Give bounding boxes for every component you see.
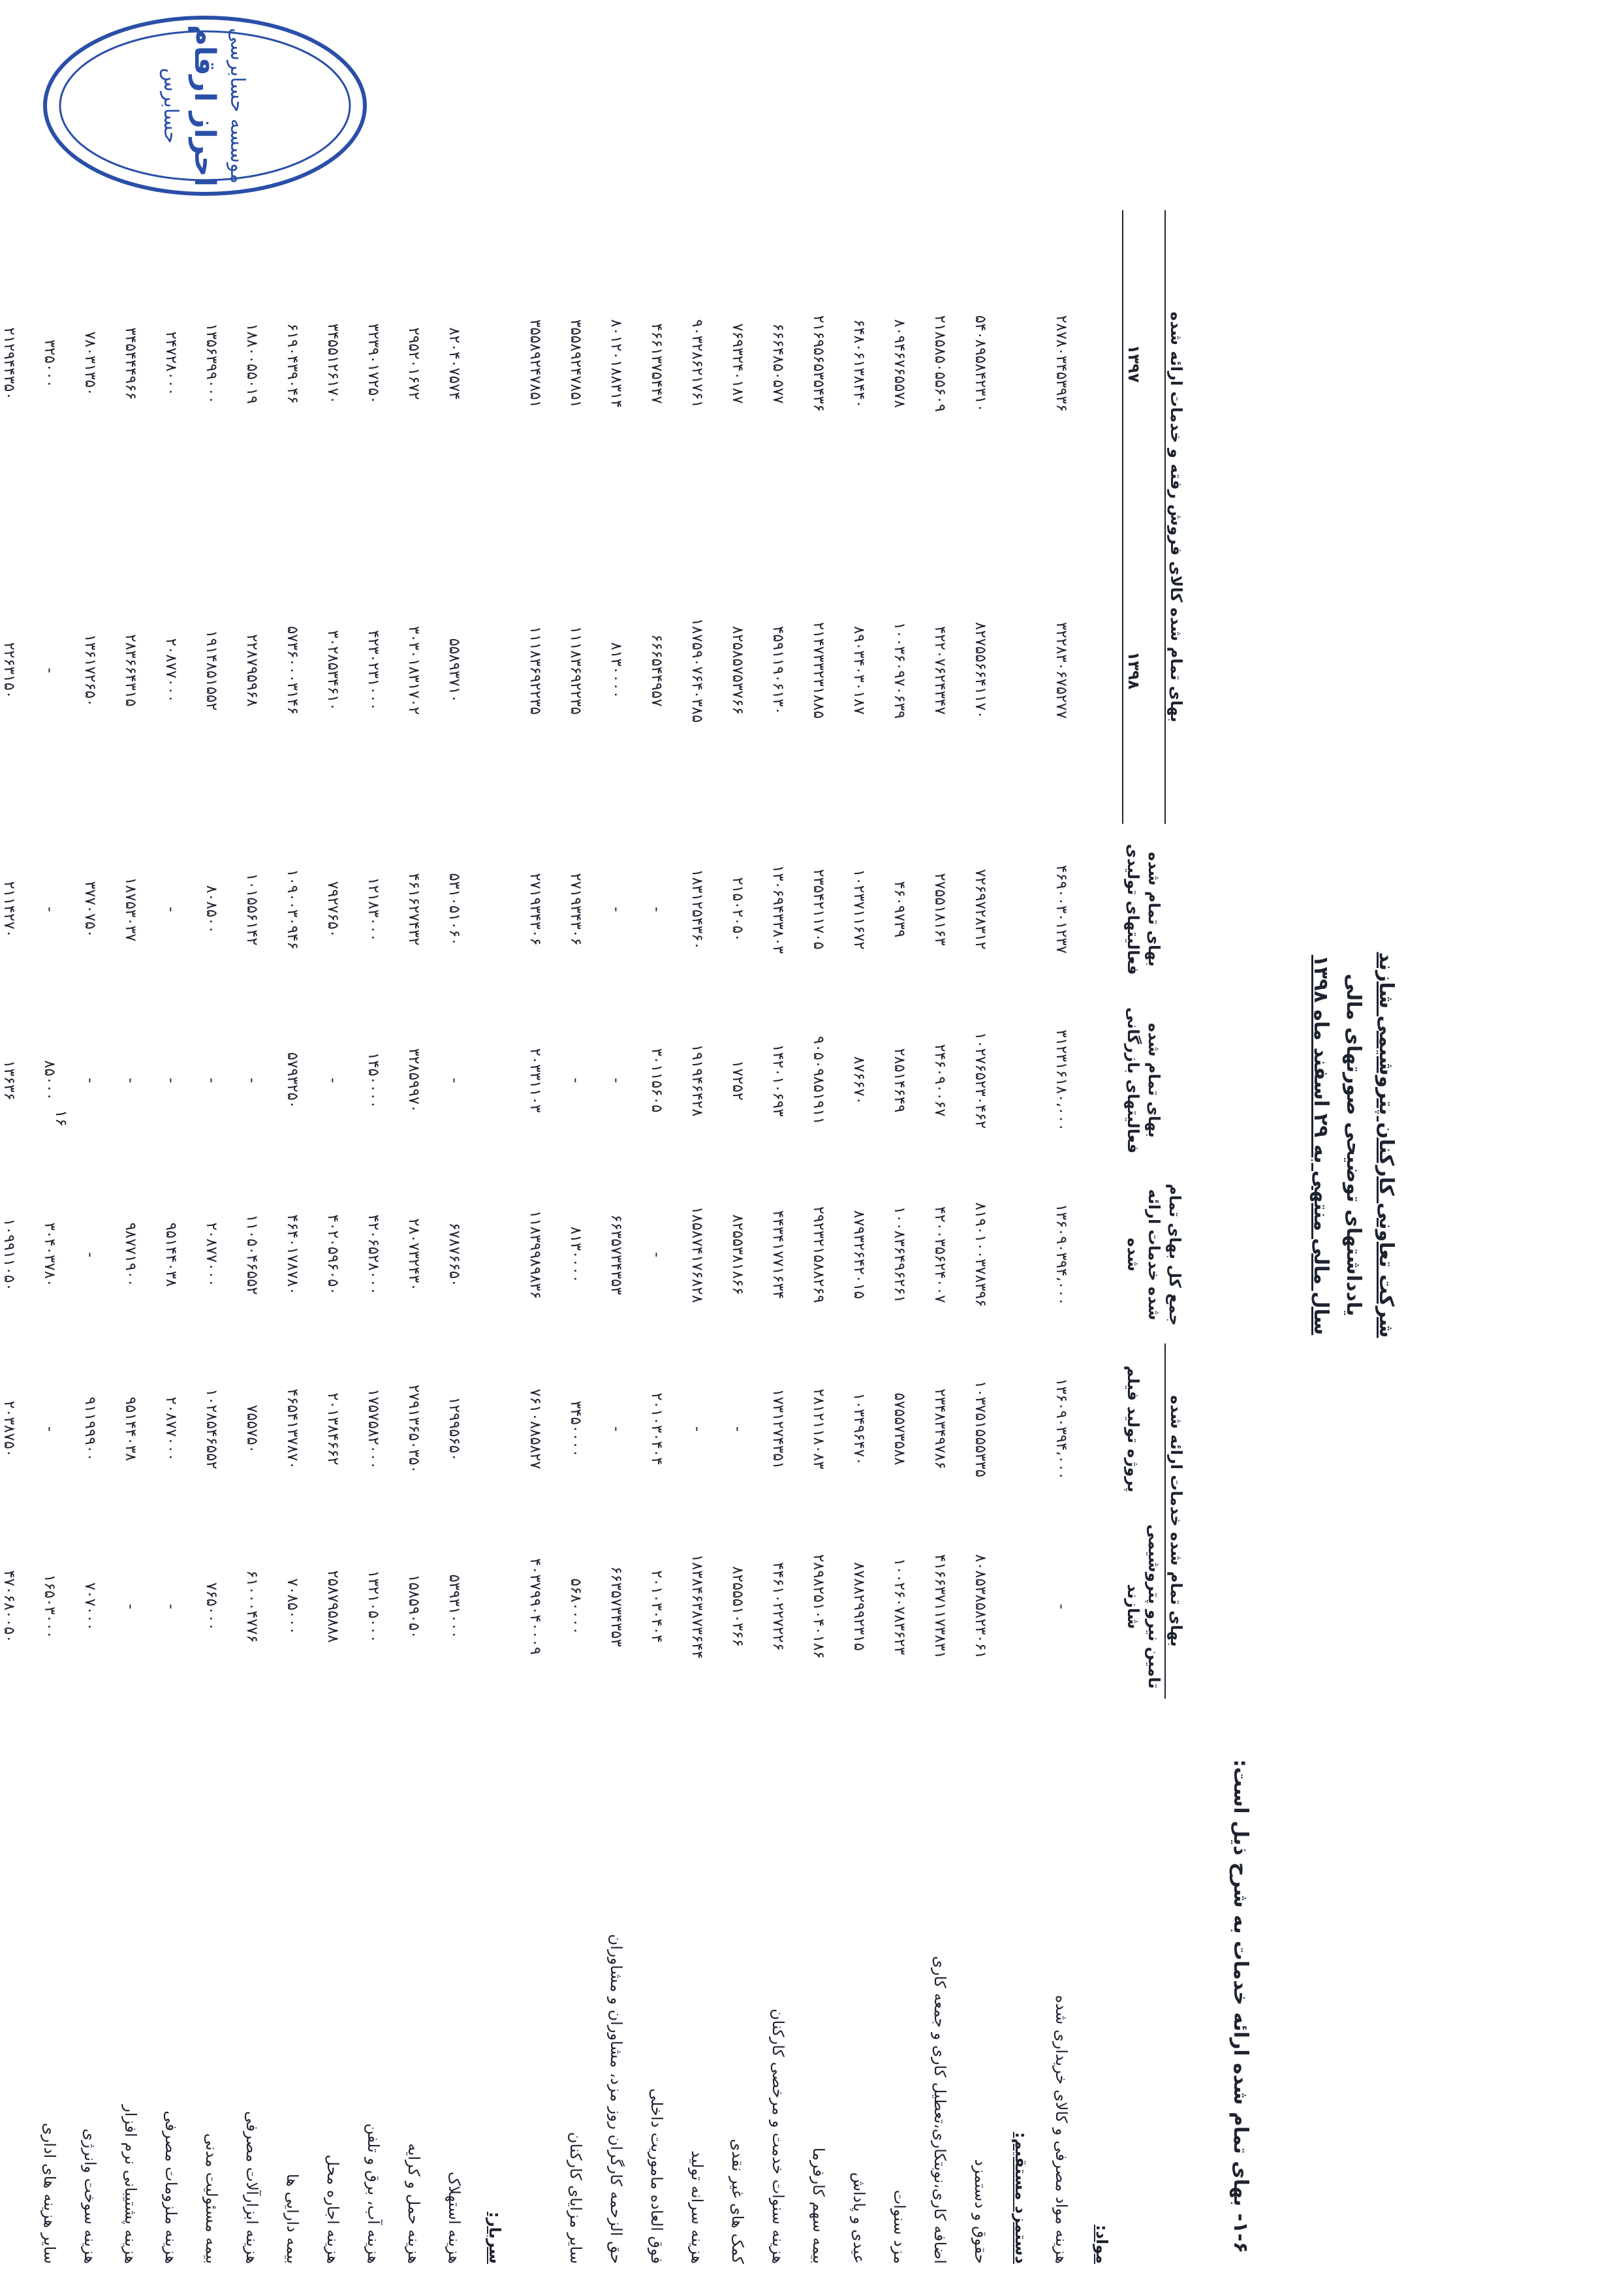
row-value: ۴۲۰۶۵۲۸۰۰۰ [365,1214,382,1295]
table-row [272,210,313,2268]
table-row [798,210,839,2268]
label-column-header [1123,1699,1206,2268]
row-value: ۲۰۱۰۳۰۴۰۴ [648,1570,665,1643]
row-value: ۲۹۵۲۰۱۶۷۲ [405,327,422,400]
fiscal-period: سال مالی منتهی به ۲۹ اسفند ماه ۱۳۹۸ [1309,954,1332,1336]
row-value: ۳۰۳۰۱۸۳۱۷۰۲ [405,626,422,715]
row-value: ۴۶۴۰۱۷۸۷۸۰ [284,1214,301,1295]
row-value: ۲۰۱۰۳۰۴۰۴ [648,1392,665,1466]
row-value [1082,517,1123,824]
row-value: ۶۶۳۵۷۳۴۳۵۳ [608,1566,625,1647]
row-value: ۱۰۹۹۱۱۰۵۰ [1,1218,18,1291]
row-value: ۳۵۵۸۹۲۴۷۸۵۱ [567,319,584,408]
table-body [0,210,1123,2268]
note-intro: ۱-۶- بهای تمام شده ارائه خدمات به شرح ذیل است: [1229,1759,1252,2253]
row-value: ۸۲۰۴۰۷۵۷۴ [446,327,463,400]
row-value: ۲۳۴۸۳۴۹۷۸۶ [931,1388,948,1469]
row-label: هزینه مواد مصرفی و کالای خریداری شده [1052,1995,1070,2264]
row-value: ۸۹۰۳۴۰۳۰۱۸۷ [851,626,867,715]
col-workforce: تامین نیرو پتروشیمی شازند [1124,1524,1163,1689]
row-value [1001,995,1041,1166]
row-value: ۲۸۱۲۱۱۸۰۸۳ [810,1388,827,1469]
row-value: ۲۴۷۲۸۰۰۰ [163,331,180,396]
row-value [1082,1166,1123,1343]
row-value: ۱۲۹۹۵۶۵۰ [446,1396,463,1462]
row-value: ۹۱۱۹۹۹۰۰ [82,1396,99,1462]
row-value: ۷۰۸۵۰۰۰ [284,1578,301,1635]
table-row [960,210,1001,2268]
row-value: ۱۴۲۰۱۰۶۹۳ [770,1044,787,1117]
row-value [475,824,515,995]
row-value: ۲۸۹۸۲۵۱۰۴۰۱۸۶ [810,1554,827,1659]
row-label: عیدی و پاداش [850,2172,868,2264]
row-value: ۱۰۳۴۹۶۴۷۰ [851,1392,867,1466]
row-value: ۷۹۲۷۶۵۰ [324,881,341,938]
row-value: ۷۶۱۰۸۸۵۸۲۷ [527,1388,544,1469]
row-value: ۲۹۲۳۲۱۵۸۸۲۶۹ [810,1206,827,1304]
row-value: ۱۳۵۶۳۹۹۰۰۰ [203,323,220,404]
row-value: ۳۰۲۸۵۳۴۶۱۰ [324,630,341,711]
col-trading: بهای تمام شده فعالیتهای بازرگانی [1124,1007,1163,1153]
row-value: ۲۸۵۱۴۶۴۹ [891,1048,908,1113]
row-value: ۴۲۳۰۲۳۱۰۰۰ [365,630,382,711]
table-row [717,210,758,2268]
row-value: ۲۱۵۰۲۰۵۰ [729,877,746,942]
row-label [0,1699,29,2268]
row-value: ۳۴۵۵۱۲۶۱۷۰ [324,323,341,404]
row-label: هزینه آب، برق و تلفن [364,2123,383,2264]
row-value: ۵۷۹۳۲۵۰ [284,1052,301,1109]
row-value: ۵۵۸۹۳۷۱۰ [446,638,463,703]
row-value: ۳۴۵۰۰۰۰ [567,1400,584,1458]
table-row [151,210,191,2268]
row-value [1001,824,1041,995]
row-value: ۸۱۳۰۰۰۰ [567,1226,584,1283]
row-value: - [41,667,58,674]
row-value: ۴۶۰۹۷۳۹ [891,881,908,938]
row-value: ۵۴۰۸۹۵۸۴۲۳۱۰ [972,315,989,413]
row-label: هزینه استهلاک [445,2171,463,2264]
table-row [70,210,110,2268]
col-year-1397: ۱۳۹۷ [1123,210,1165,517]
row-value [475,517,515,824]
row-value: ۷۵۵۷۵۰ [243,1404,260,1454]
row-value: ۲۰۸۷۷۰۰۰ [203,1222,220,1287]
row-label: بیمه دارایی ها [283,2173,302,2264]
row-value: ۶۶۳۵۷۳۴۳۵۳ [608,1214,625,1295]
row-value [1001,210,1041,517]
row-value: ۱۸۷۵۹۰۷۶۴۰۳۸۵ [689,618,706,723]
row-value: ۳۰۱۱۵۶۰۵ [648,1048,665,1113]
row-label: سربار: [486,2212,504,2264]
row-value: ۸۰۱۲۰۱۸۸۳۱۴ [608,319,625,408]
company-name: شرکت تعاونی کارکنان پتروشیمی شازند [1375,952,1398,1338]
table-row [1001,210,1041,2268]
row-value: ۷۶۵۰۰۰ [203,1582,220,1631]
table-row [515,210,555,2268]
row-label: هزینه پشتیبانی نرم افزار [121,2105,140,2264]
row-value: ۱۰۱۵۵۶۱۴۲ [243,873,260,946]
row-value: ۸۰۹۴۶۷۶۵۵۷۸ [891,319,908,408]
row-value: ۱۳۶۳۶ [1,1060,18,1101]
row-value [475,1166,515,1343]
table-row [758,210,798,2268]
row-value: ۱۳۲۱۰۵۰۰۰ [365,1570,382,1643]
row-value: ۴۵۹۱۱۹۰۶۱۳۰ [770,626,787,715]
table-row [677,210,717,2268]
row-value: ۲۸۷۸۰۳۴۵۳۹۳۶ [1053,315,1070,413]
col-production: بهای تمام شده فعالیتهای تولیدی [1124,843,1163,975]
row-value: - [648,906,665,913]
row-value: ۳۵۵۸۹۲۴۷۸۵۱ [527,319,544,408]
row-value: ۲۷۵۵۱۸۱۶۳ [931,873,948,946]
row-label: حقوق و دستمزد [971,2159,990,2264]
row-value [1082,1514,1123,1699]
row-value [1001,1514,1041,1699]
row-value: ۴۴۶۱۰۲۲۷۲۲۶ [770,1562,787,1651]
row-value: ۱۷۳۱۲۷۴۳۵۱ [770,1388,787,1469]
table-row [555,210,596,2268]
row-value: ۴۲۲۰۷۶۲۴۳۴۷ [931,626,948,715]
row-value: ۳۴۵۴۴۴۹۶۶ [122,327,139,400]
row-value: ۲۸۰۷۳۲۴۳۰ [405,1218,422,1291]
row-value: - [41,1426,58,1432]
stamp-graphic [35,8,375,204]
row-value [1082,995,1123,1166]
row-label: هزینه اجاره محل [324,2154,342,2264]
row-value: - [82,1251,99,1258]
row-value: ۱۵۸۵۹۰۵۰ [405,1574,422,1639]
document-header [1304,0,1402,2290]
row-value: ۱۰۰۳۶۰۹۷۰۶۳۹ [891,621,908,719]
row-value: ۲۷۱۹۳۴۳۰۶ [527,873,544,946]
row-value: - [122,1077,139,1084]
row-value: ۱۶۵۰۳۰۰۰ [41,1574,58,1639]
row-value: ۴۶۶۱۳۷۵۴۴۷ [648,323,665,404]
row-value: ۱۸۵۸۷۴۱۷۶۸۲۸ [689,1206,706,1304]
row-value: ۱۱۰۵۰۴۶۵۵۲ [243,1214,260,1295]
row-label: فوق العاده ماموریت داخلی [648,2088,666,2264]
row-value [1001,1166,1041,1343]
row-value: ۶۴۸۰۶۱۳۸۴۴۰ [851,319,867,408]
row-value: ۸۱۹۰۱۰۰۳۷۸۳۹۶ [972,1202,989,1308]
row-value: ۱۹۱۴۸۵۱۵۵۲ [203,630,220,711]
row-value: ۸۷۹۳۲۶۴۲۰۱۵ [851,1210,867,1299]
col-total-services: جمع کل بهای تمام شده خدمات ارائه شده [1124,1184,1184,1326]
row-label [515,1699,555,2268]
row-value: ۴۱۶۶۳۷۱۱۷۳۸۳۱ [931,1554,948,1659]
row-value: ۲۸۳۶۶۴۳۱۵ [122,634,139,707]
row-value: ۶۷۸۷۶۶۵۰ [446,1222,463,1287]
row-value: ۵۳۱۰۵۱۰۶۰ [446,873,463,946]
row-value: ۳۲۳۹۰۱۷۲۵۰ [365,323,382,404]
row-value: ۴۲۰۰۳۵۶۲۴۰۰۷ [931,1206,948,1304]
row-value: ۲۷۹۱۳۶۵۰۳۵۰ [405,1385,422,1473]
row-value [475,1343,515,1514]
row-value: ۵۳۹۳۱۰۰۰ [446,1574,463,1639]
row-value: ۱۰۰۸۳۶۴۹۶۲۶۱ [891,1206,908,1304]
row-value: ۲۰۱۳۸۴۶۶۲ [324,1392,341,1466]
row-value: ۸۰۸۵۰۰ [203,885,220,934]
row-value: ۴۶۹۰۰۳۰۱۲۳۷ [1053,865,1070,954]
row-label: هزینه حمل و کرایه [405,2143,423,2264]
row-value: ۶۶۶۴۸۵۰۵۷۷ [770,323,787,404]
row-value: ۱۸۳۱۲۵۴۳۶۰ [689,869,706,950]
row-value: ۲۰۳۳۱۱۰۳ [527,1048,544,1113]
row-value: ۸۲۵۵۵۱۰۳۶۶ [729,1566,746,1647]
row-value: ۴۰۲۰۵۹۶۰۵۰ [324,1214,341,1295]
row-value: - [567,1077,584,1084]
row-value: ۱۰۳۷۵۱۵۵۵۳۳۵ [972,1380,989,1478]
row-value: ۲۱۲۹۴۴۳۵۰ [1,327,18,400]
row-value: ۲۰۸۷۷۰۰۰ [163,1396,180,1462]
row-value: ۴۷۰۶۸۰۰۵۰ [1,1570,18,1643]
row-value: ۸۲۵۸۵۷۵۳۷۶۶ [729,626,746,715]
table-row [879,210,920,2268]
row-value: ۸۰۸۵۳۸۵۸۲۳۰۶۱ [972,1554,989,1659]
row-value: ۴۶۱۶۲۷۴۳۲ [405,873,422,946]
row-value: ۶۱۰۰۰۴۷۷۶ [243,1570,260,1643]
table-row [596,210,636,2268]
row-value: ۸۵۰۰۰ [41,1060,58,1101]
row-label: بیمه سهم کارفرما [809,2147,828,2264]
table-row [839,210,879,2268]
row-value: - [608,1077,625,1084]
row-value: ۴۰۳۷۹۹۰۴۰۰۰۹ [527,1558,544,1655]
row-value: - [648,1251,665,1258]
table-row [475,210,515,2268]
row-value: ۱۸۷۵۳۰۳۷ [122,877,139,942]
row-value: ۳۲۸۵۹۹۷۰ [405,1048,422,1113]
row-label: هزینه ملزومات مصرفی [162,2110,180,2264]
row-value [1082,1343,1123,1514]
row-value: ۴۶۵۴۱۳۷۸۷۰ [284,1388,301,1469]
row-value: ۹۰۵۰۹۸۵۱۹۱۱ [810,1036,827,1125]
row-value: ۶۶۶۵۴۴۹۵۷ [648,634,665,707]
row-value: ۵۶۸۰۰۰۰ [567,1578,584,1635]
row-value [1001,517,1041,824]
row-value [475,1514,515,1699]
table-row [313,210,353,2268]
row-value: ۱۱۱۸۳۶۹۲۲۳۵ [567,626,584,715]
row-value: - [163,906,180,913]
cost-table [0,210,1206,2268]
row-value: ۲۱۶۹۵۶۵۳۵۴۳۶ [810,315,827,413]
col-year-1398: ۱۳۹۸ [1123,517,1165,824]
row-value: ۲۰۸۷۷۰۰۰ [163,638,180,703]
row-value [1082,210,1123,517]
notes-subtitle: یادداشتهای توضیحی صورتهای مالی [1342,973,1365,1317]
row-value: ۹۵۱۴۴۰۳۸ [163,1222,180,1287]
row-value: - [446,1077,463,1084]
row-value: ۱۹۱۹۴۶۴۲۸ [689,1044,706,1117]
row-value: ۳۷۷۰۷۵۰ [82,881,99,938]
row-value: ۱۰۹۰۰۳۰۹۴۶ [284,869,301,950]
row-value: ۳۱۲۳۱۶۱۸۰،۰۰۰ [1053,1029,1070,1131]
row-value: ۸۷۶۶۷۰ [851,1056,867,1105]
row-value: - [82,1077,99,1084]
row-label: هزینه سوخت وانرژی [81,2128,99,2264]
row-value: ۱۳۰۶۹۴۳۳۸۰۳ [770,865,787,954]
row-label: هزینه سنوات خدمت و مرخصی کارکنان [769,2009,787,2264]
row-value: ۱۷۲۵۲ [729,1060,746,1101]
auditor-stamp [35,8,375,204]
row-label: حق الزحمه کارگران روز مزد، مشاوران و مشاوران [607,1934,625,2264]
page-number: ۱۶ [52,1110,70,1127]
table-row [394,210,434,2268]
row-label: دستمزد مستقیم: [1012,2132,1030,2264]
table-row [0,210,29,2268]
row-value: ۸۷۸۸۲۹۹۲۳۱۵ [851,1562,867,1651]
row-value: ۸۲۷۵۵۶۶۴۱۱۷۰ [972,621,989,719]
row-value: - [608,1426,625,1432]
row-value: ۱۳۶۰۹۰۳۹۴،۰۰۰ [1053,1204,1070,1306]
row-value: ۷۲۶۹۷۲۸۳۱۲ [972,869,989,950]
table-row [110,210,151,2268]
col-cogs-group: بهای تمام شده کالای فروش رفته و خدمات ارائه شده [1165,210,1206,824]
table-row [920,210,960,2268]
row-label: هزینه سرانه تولید [688,2150,706,2264]
row-value: ۷۰۷۰۰۰ [82,1582,99,1631]
row-value: ۱۲۱۸۳۰۰۰ [365,877,382,942]
row-value: ۸۲۵۵۳۸۱۸۶۶ [729,1214,746,1295]
table-row [353,210,394,2268]
row-value: ۷۶۹۳۲۴۰۱۸۷ [729,323,746,404]
table-row [191,210,232,2268]
table-row [29,210,70,2268]
row-value: ۱۱۱۸۳۶۹۲۲۳۵ [527,626,544,715]
row-label: مواد: [1093,2224,1112,2264]
stamp-text-3: حسابرس [159,68,182,144]
col-film-project: پروژه تولید فیلم [1124,1365,1142,1493]
row-value: ۲۱۴۷۳۳۲۳۱۸۸۵ [810,621,827,719]
row-value: ۴۴۳۴۱۷۷۱۶۳۴ [770,1210,787,1299]
row-value: - [41,906,58,913]
row-value: ۲۳۵۴۲۱۱۷۰۵ [810,869,827,950]
row-value: ۸۱۳۰۰۰۰ [608,642,625,699]
stamp-text-1: موسسه حسابرسی [226,27,249,184]
row-value: - [203,1077,220,1084]
row-value: ۹۰۳۲۸۶۲۱۷۶۱ [689,319,706,408]
row-value: - [729,1426,746,1432]
row-value: ۷۸۰۳۱۳۵۰ [82,331,99,396]
row-label: کمک های غیر نقدی [728,2139,747,2264]
table-row [1082,210,1123,2268]
row-label: سایر مزایای کارکنان [567,2131,585,2264]
row-value: ۵۷۵۵۷۳۵۸۸ [891,1392,908,1466]
row-value: ۱۰۲۸۵۴۶۵۵۲ [203,1388,220,1469]
row-value: ۲۱۸۵۸۵۰۵۵۶۰۹ [931,315,948,413]
stamp-text-2: احراز ارقام [188,25,221,187]
row-value: - [243,1077,260,1084]
table-row [434,210,475,2268]
row-value [475,995,515,1166]
row-label: مزد سنوات [890,2189,909,2264]
row-value: ۱۷۵۷۵۸۲۰۰۰ [365,1388,382,1469]
row-value: ۶۱۹۰۴۳۹۰۴۶ [284,323,301,404]
row-value: ۲۵۸۷۹۵۸۸۸ [324,1570,341,1643]
row-label: سایر هزینه های اداری [40,2122,59,2264]
row-value: ۱۱۸۳۹۹۸۹۸۳۶ [527,1210,544,1299]
row-value: ۵۷۳۶۰۰۰۳۱۴۶ [284,626,301,715]
row-value [475,210,515,517]
row-value: - [1053,1603,1070,1610]
row-value: ۲۷۱۹۳۴۳۰۶ [567,873,584,946]
row-value: ۲۲۶۳۱۵۰ [1,642,18,699]
table-row [232,210,272,2268]
row-value [1082,824,1123,995]
row-label: هزینه ابزارآلات مصرفی [243,2110,261,2264]
row-value: - [608,906,625,913]
row-value: ۳۲۲۸۳۰۶۷۵۲۷۷ [1053,621,1070,719]
row-label: اضافه کاری،نوبتکاری،تعطیل کاری و جمعه کاری [931,1956,949,2264]
row-value: ۹۵۱۴۴۰۳۸ [122,1396,139,1462]
row-value: ۲۱۱۴۲۷۰ [1,881,18,938]
row-value: ۱۰۲۷۶۵۲۳۰۴۶۲ [972,1031,989,1129]
row-value: ۳۰۴۰۳۷۸۰ [41,1222,58,1287]
table-row [1041,210,1082,2268]
row-label: بیمه مسئولیت مدنی [202,2133,221,2264]
row-value: ۱۸۸۰۰۵۵۰۱۹ [243,323,260,404]
row-value: - [324,1077,341,1084]
row-value: ۱۰۰۲۶۰۷۸۳۶۲۳ [891,1558,908,1655]
row-value: - [163,1077,180,1084]
row-value: ۹۸۷۷۱۹۰۰ [122,1222,139,1287]
row-value: ۲۲۸۷۹۵۹۶۸ [243,634,260,707]
row-value [1001,1343,1041,1514]
table-row [636,210,677,2268]
row-value: ۲۰۳۸۷۵۰ [1,1400,18,1458]
row-value: ۱۰۲۳۷۱۱۶۷۲ [851,869,867,950]
row-value: ۱۸۳۸۴۶۳۸۷۳۶۴۴ [689,1554,706,1659]
row-value: ۲۴۶۰۹۰۰۶۷ [931,1044,948,1117]
row-value: - [122,1603,139,1610]
row-value: ۱۳۶۰۹۰۳۹۴،۰۰۰ [1053,1378,1070,1480]
row-value: - [689,1426,706,1432]
row-value: ۱۴۵۰۰۰۰ [365,1052,382,1109]
row-value: - [163,1603,180,1610]
row-value: ۳۲۵۰۰۰ [41,339,58,388]
row-value: ۱۳۶۱۷۲۶۵۰ [82,634,99,707]
group-header: بهای تمام شده خدمات ارائه شده [1165,1343,1206,1699]
